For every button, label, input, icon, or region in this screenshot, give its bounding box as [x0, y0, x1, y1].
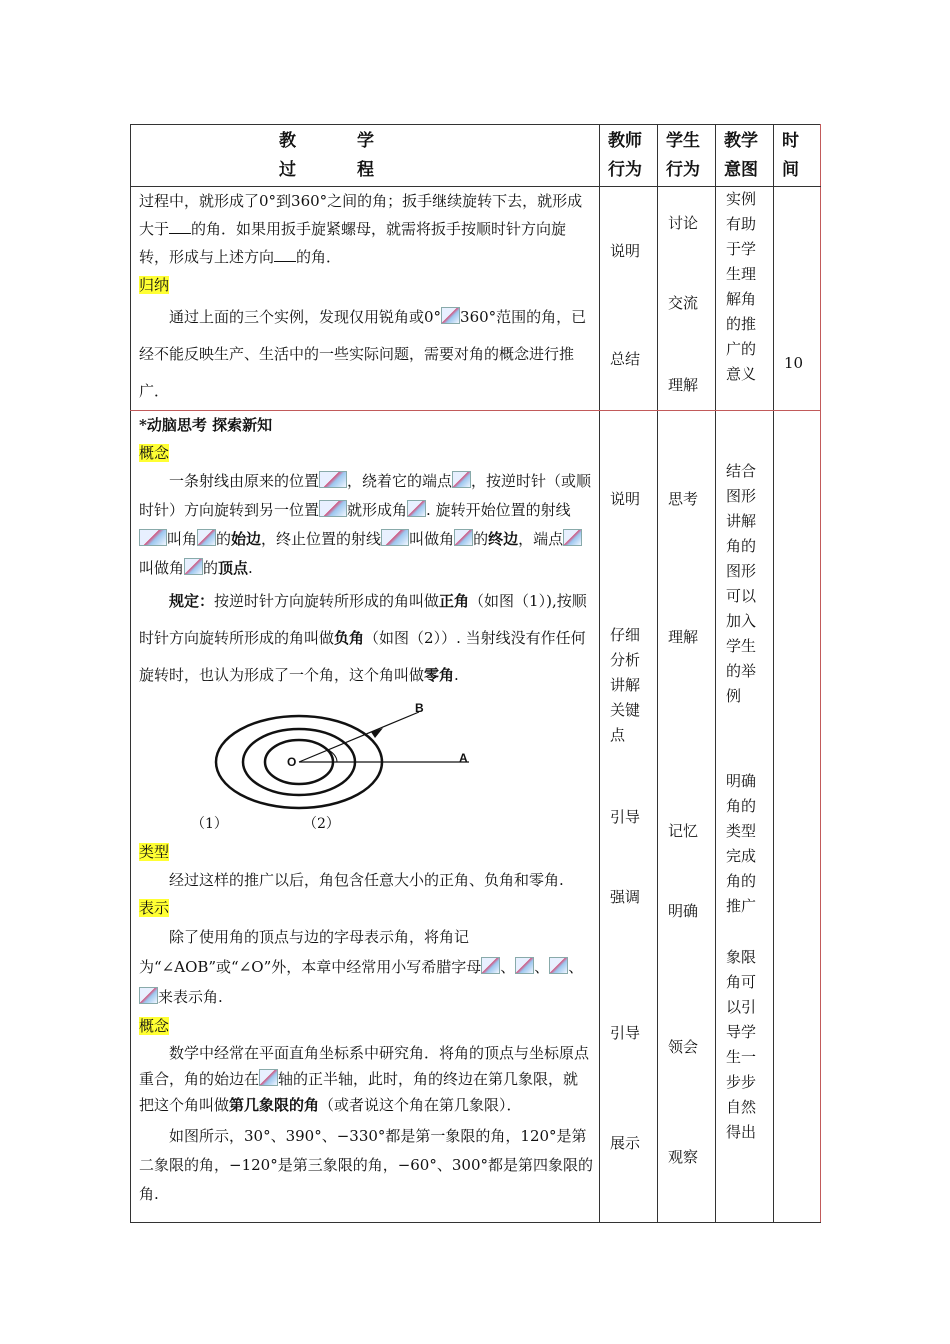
label-representation: 表示	[139, 899, 170, 917]
header-row	[131, 125, 821, 187]
header-process-line1: 教 学	[279, 131, 396, 151]
concept-time	[774, 411, 821, 1223]
section-heading: *动脑思考 探索新知	[139, 416, 273, 434]
formula-image-icon	[184, 558, 203, 575]
formula-image-icon	[197, 529, 216, 546]
intro-content: 过程中，就形成了0°到360°之间的角；扳手继续旋转下去，就形成大于 的角．如果用扳手旋紧螺母，就需将扳手按顺时针方向旋转，形成与上述方向 的角． 归纳 通过上面的三个实例，发现仅用锐角或0° 360°范围的角，已经不能反映生产、生活中的一些实际问题，需要对角的概念进行推广．	[131, 187, 600, 411]
lesson-plan-table	[130, 124, 821, 1223]
caption-1: （1）	[191, 816, 228, 832]
greek-letter-icon	[515, 957, 534, 974]
intro-time: 10	[774, 187, 821, 411]
formula-image-icon	[319, 471, 347, 488]
label-b: B	[415, 701, 424, 715]
greek-letter-icon	[139, 987, 158, 1004]
concept-intent: 结合 图形 讲解 角的 图形 可以 加入 学生 的举 例 明确 角的 类型 完成 角的 推广 象限 角可 以引 导学 生一 步步 自然 得出	[716, 411, 774, 1223]
blank-line	[274, 247, 296, 262]
concentric-circles-diagram	[139, 698, 599, 828]
label-o: O	[287, 755, 297, 769]
header-student: 学生 行为	[658, 125, 716, 187]
formula-image-icon	[407, 500, 426, 517]
row-intro	[131, 187, 821, 411]
label-induction: 归纳	[139, 276, 170, 294]
header-process-line2: 过 程	[279, 160, 396, 180]
intro-student: 讨论 交流 理解	[658, 187, 716, 411]
formula-image-icon	[454, 529, 473, 546]
greek-letter-icon	[481, 957, 500, 974]
header-process	[131, 125, 600, 187]
header-time: 时 间	[774, 125, 821, 187]
label-a: A	[459, 751, 468, 765]
header-teacher: 教师 行为	[600, 125, 658, 187]
row-concept	[131, 411, 821, 1223]
formula-image-icon	[452, 471, 471, 488]
concept-content: *动脑思考 探索新知 概念 一条射线由原来的位置 ，绕着它的端点 ，按逆时针（或顺时针）方向旋转到另一位置 就形成角 . 旋转开始位置的射线叫角 的始边，终止位置的射线 叫做角 的终边，端点叫做角 的顶点. 规定：按逆时针方向旋转所形成的角叫做正角（如图（1）),按顺时针方向旋转所形成的角叫做负角（如图（2））. 当射线没有作任何旋转时，也认为形成了一个角，这个角叫做零角. B O A （1） （2） 类型 经过这样的推广以后，角包含任意大小的正角、负角和零角. 表示 除了使用角的顶点与边的字母表示角，将角记为“∠AOB”或“∠O”外，本章中经常用小写希腊字母 、 、 、来表示角. 概念 数学中经常在平面直角坐标系中研究角．将角的顶点与坐标原点重合，角的始边在 轴的正半轴，此时，角的终边在第几象限，就把这个角叫做第几象限的角（或者说这个角在第几象限）． 如图所示，30°、390°、−330°都是第一象限的角，120°是第二象限的角，−120°是第三象限的角，−60°、300°都是第四象限的角.	[131, 411, 600, 1223]
formula-image-icon	[139, 529, 167, 546]
formula-image-icon	[381, 529, 409, 546]
formula-image-icon	[563, 529, 582, 546]
blank-line	[169, 219, 191, 234]
formula-image-icon	[259, 1069, 278, 1086]
header-intent: 教学 意图	[716, 125, 774, 187]
greek-letter-icon	[549, 957, 568, 974]
formula-image-icon	[441, 307, 460, 324]
intro-intent: 实例 有助 于学 生理 解角 的推 广的 意义	[716, 187, 774, 411]
label-type: 类型	[139, 843, 170, 861]
intro-teacher: 说明 总结	[600, 187, 658, 411]
formula-image-icon	[319, 500, 347, 517]
caption-2: （2）	[303, 816, 340, 832]
label-concept: 概念	[139, 444, 170, 462]
rotation-figure	[139, 698, 599, 828]
concept-teacher: 说明 仔细 分析 讲解 关键 点 引导 强调 引导 展示	[600, 411, 658, 1223]
label-concept-2: 概念	[139, 1017, 170, 1035]
concept-student: 思考 理解 记忆 明确 领会 观察	[658, 411, 716, 1223]
